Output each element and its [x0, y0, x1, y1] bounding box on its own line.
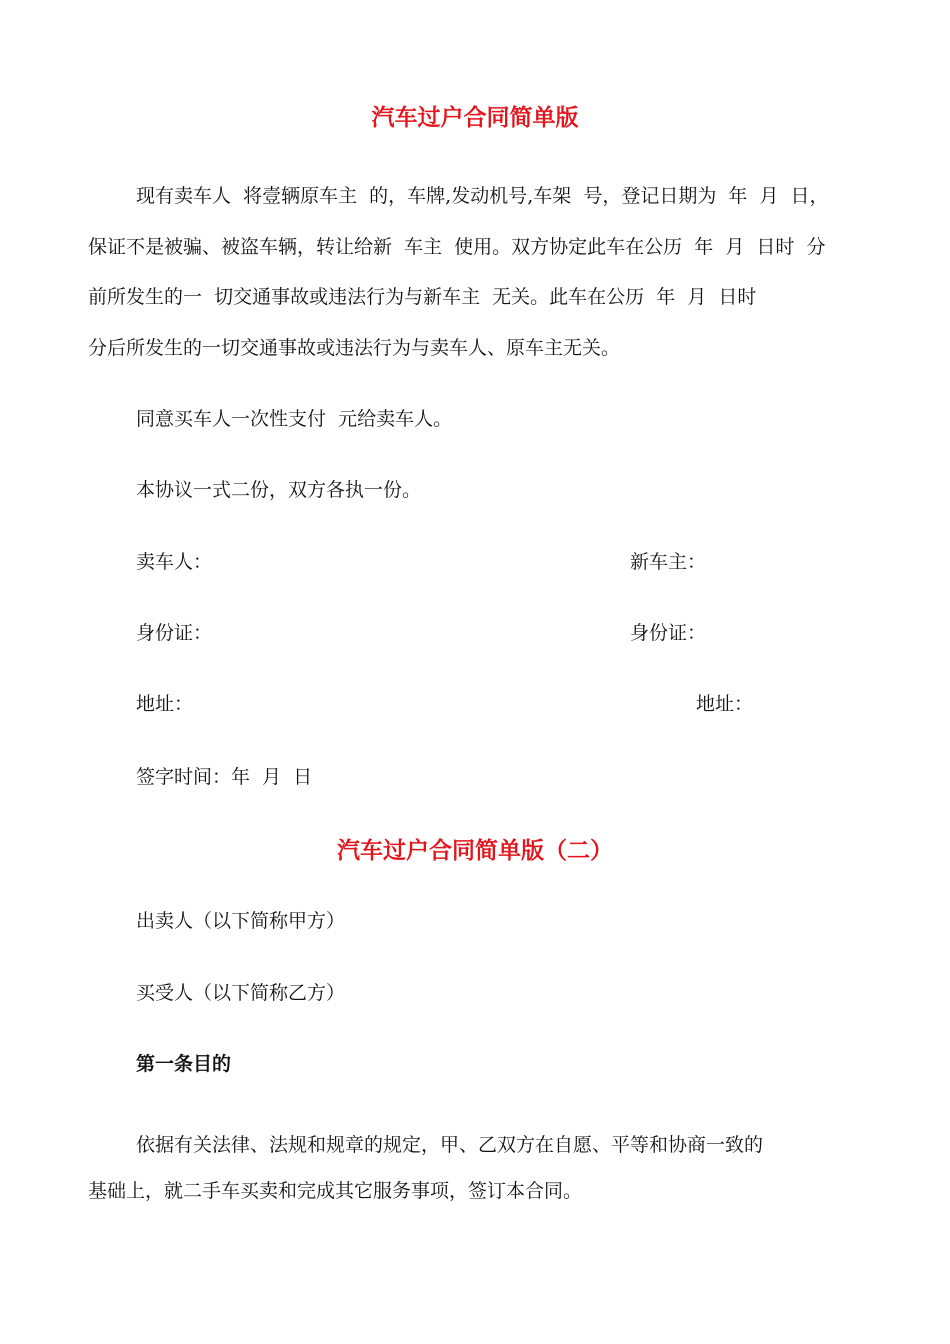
seller-address-label: 地址： — [136, 693, 194, 715]
paragraph-line: 前所发生的一 切交通事故或违法行为与新车主 无关。此车在公历 年 月 日时 — [88, 286, 757, 308]
paragraph-line: 保证不是被骗、被盗车辆，转让给新 车主 使用。双方协定此车在公历 年 月 日时 分 — [88, 236, 826, 258]
paragraph-line: 现有卖车人 将壹辆原车主 的，车牌,发动机号,车架 号，登记日期为 年 月 日， — [136, 185, 829, 207]
paragraph-line: 分后所发生的一切交通事故或违法行为与卖车人、原车主无关。 — [88, 337, 621, 359]
buyer-address-label: 地址： — [696, 693, 754, 715]
party-a-label: 出卖人（以下简称甲方） — [136, 910, 346, 932]
contract-title-2: 汽车过户合同简单版（二） — [337, 838, 613, 864]
paragraph-line: 依据有关法律、法规和规章的规定，甲、乙双方在自愿、平等和协商一致的 — [136, 1134, 764, 1156]
payment-clause: 同意买车人一次性支付 元给卖车人。 — [136, 408, 453, 430]
article-1-heading: 第一条目的 — [136, 1053, 232, 1075]
party-b-label: 买受人（以下简称乙方） — [136, 982, 346, 1004]
seller-label: 卖车人： — [136, 551, 213, 573]
seller-id-label: 身份证： — [136, 622, 213, 644]
copies-clause: 本协议一式二份，双方各执一份。 — [136, 479, 422, 501]
paragraph-line: 基础上，就二手车买卖和完成其它服务事项，签订本合同。 — [88, 1180, 583, 1202]
contract-title-1: 汽车过户合同简单版 — [371, 105, 579, 131]
signing-date: 签字时间：年 月 日 — [136, 766, 313, 788]
buyer-id-label: 身份证： — [630, 622, 707, 644]
buyer-label: 新车主： — [630, 551, 707, 573]
